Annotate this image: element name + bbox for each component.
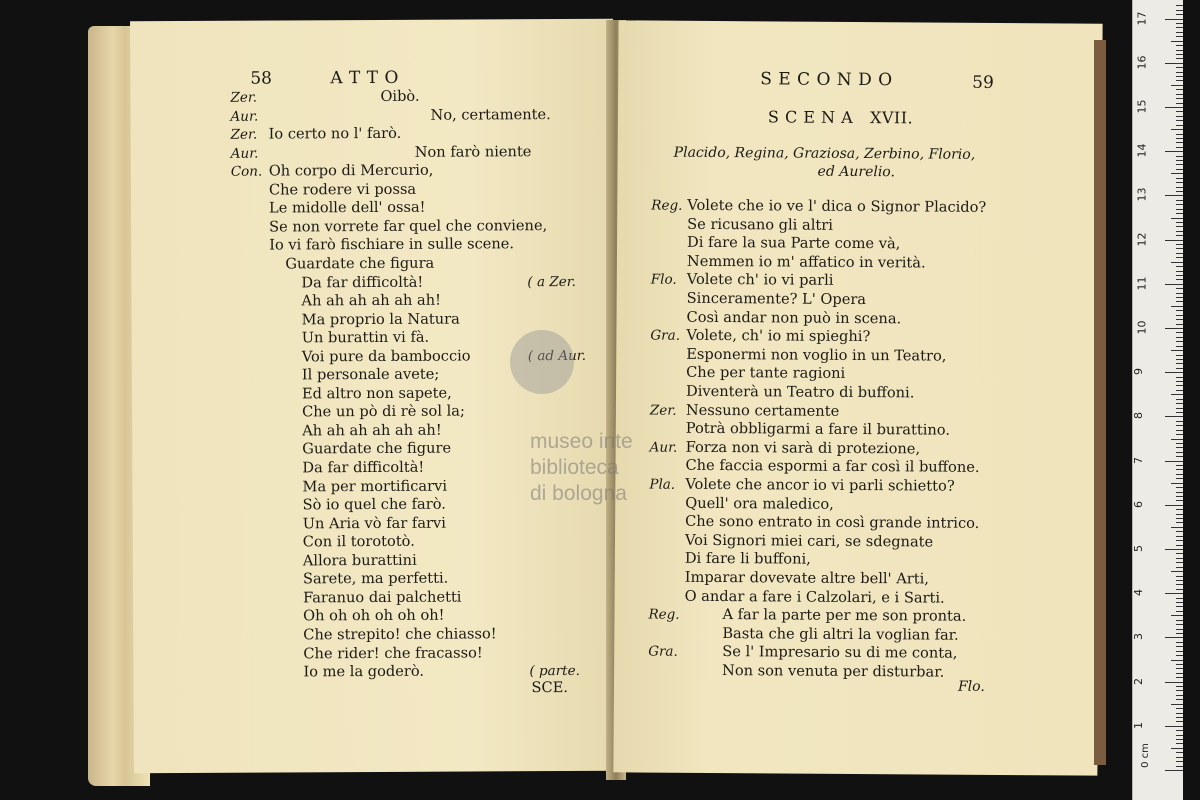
ruler-tick — [1171, 527, 1183, 528]
ruler-tick — [1165, 107, 1183, 108]
verse-line: Che sono entrato in così grande intrico. — [685, 512, 980, 533]
ruler-tick — [1176, 620, 1183, 621]
ruler-tick — [1176, 58, 1183, 59]
ruler-tick — [1176, 156, 1183, 157]
ruler-number: 9 — [1132, 368, 1145, 376]
speaker-label: Aur. — [230, 145, 259, 162]
ruler-tick — [1176, 629, 1183, 630]
ruler-tick — [1176, 98, 1183, 99]
ruler-tick — [1176, 500, 1183, 501]
ruler-tick — [1176, 160, 1183, 161]
verse-line: Potrà obbligarmi a fare il burattino. — [685, 419, 951, 439]
verse-line: Basta che gli altri la voglian far. — [722, 624, 959, 644]
ruler-tick — [1176, 668, 1183, 669]
ruler-tick — [1176, 558, 1183, 559]
ruler-number: 14 — [1135, 143, 1149, 158]
verse-line: Che rider! che fracasso! — [303, 643, 483, 662]
ruler-number: 17 — [1135, 11, 1149, 26]
ruler-tick — [1176, 721, 1183, 722]
verse-line: Diventerà un Teatro di buffoni. — [685, 382, 915, 402]
ruler-tick — [1165, 726, 1183, 727]
ruler-tick — [1176, 443, 1183, 444]
ruler-tick — [1176, 399, 1183, 400]
ruler-number: 16 — [1135, 55, 1149, 70]
verse-line: Di fare la sua Parte come và, — [687, 233, 901, 253]
ruler-number: 10 — [1135, 320, 1149, 335]
ruler-number: 7 — [1132, 456, 1145, 464]
ruler-tick — [1171, 748, 1183, 749]
ruler-tick — [1176, 147, 1183, 148]
ruler-tick — [1165, 593, 1183, 594]
verse-line: Sò io quel che farò. — [302, 495, 446, 514]
ruler-tick — [1176, 138, 1183, 139]
ruler-tick — [1176, 606, 1183, 607]
ruler-tick — [1171, 350, 1183, 351]
running-head: A T T O — [330, 67, 399, 89]
ruler-number: 11 — [1135, 276, 1149, 291]
ruler-number: 3 — [1132, 633, 1145, 641]
ruler-tick — [1176, 301, 1183, 302]
watermark-logo-icon — [510, 330, 574, 394]
catchword: Flo. — [957, 678, 985, 695]
ruler-tick — [1176, 695, 1183, 696]
ruler-tick — [1176, 204, 1183, 205]
ruler-tick — [1176, 244, 1183, 245]
ruler-number: 6 — [1132, 500, 1145, 508]
ruler-tick — [1165, 19, 1183, 20]
ruler-tick — [1176, 540, 1183, 541]
ruler-tick — [1176, 116, 1183, 117]
verse-line: Voi Signori miei cari, se sdegnate — [684, 531, 934, 551]
verse-line: Se non vorrete far quel che conviene, — [269, 216, 548, 236]
verse-line: Se ricusano gli altri — [687, 215, 833, 234]
ruler-tick — [1165, 682, 1183, 683]
ruler-tick — [1176, 182, 1183, 183]
speaker-label: Zer. — [649, 402, 677, 419]
ruler-number: 5 — [1132, 545, 1145, 552]
speaker-label: Reg. — [651, 197, 683, 214]
verse-line: Da far difficoltà! — [301, 273, 424, 291]
verse-line: Nessuno certamente — [685, 401, 840, 420]
ruler-tick — [1176, 735, 1183, 736]
ruler-tick — [1176, 624, 1183, 625]
verse-line: Con il torototò. — [302, 532, 415, 551]
speaker-label: Pla. — [649, 476, 676, 493]
verse-line: Sinceramente? L' Opera — [686, 289, 867, 309]
ruler-tick — [1176, 266, 1183, 267]
verse-line: Così andar non può in scena. — [686, 308, 902, 327]
ruler-tick — [1165, 151, 1183, 152]
verse-line: No, certamente. — [430, 105, 551, 124]
ruler-tick — [1176, 412, 1183, 413]
ruler-tick — [1176, 536, 1183, 537]
stage-direction: ( a Zer. — [527, 273, 576, 290]
verse-line: Quell' ora maledico, — [685, 494, 834, 513]
ruler-tick — [1176, 690, 1183, 691]
speaker-label: Flo. — [650, 271, 677, 289]
verse-line: Oh corpo di Mercurio, — [268, 161, 434, 180]
ruler-tick — [1176, 36, 1183, 37]
ruler-tick — [1165, 63, 1183, 64]
ruler-tick — [1176, 757, 1183, 758]
ruler-tick — [1171, 394, 1183, 395]
ruler-tick — [1176, 509, 1183, 510]
ruler-number: 12 — [1135, 232, 1149, 247]
ruler-tick — [1176, 279, 1183, 280]
ruler-tick — [1165, 372, 1183, 373]
speaker-label: Zer. — [230, 89, 258, 106]
ruler-number: 13 — [1135, 187, 1149, 202]
verse-line: Volete, ch' io mi spieghi? — [686, 326, 871, 346]
ruler-tick — [1176, 673, 1183, 674]
ruler-tick — [1176, 231, 1183, 232]
ruler-tick — [1176, 664, 1183, 665]
ruler-tick — [1176, 94, 1183, 95]
verse-line: Ma proprio la Natura — [301, 310, 460, 328]
ruler-tick — [1176, 677, 1183, 678]
ruler-tick — [1176, 531, 1183, 532]
ruler-tick — [1176, 761, 1183, 762]
ruler-tick — [1176, 271, 1183, 272]
stage-direction: ( ad Aur. — [527, 347, 587, 364]
ruler-tick — [1165, 284, 1183, 285]
ruler-tick — [1176, 496, 1183, 497]
verse-line: Che un pò di rè sol la; — [302, 402, 465, 421]
ruler-number: 1 — [1132, 721, 1145, 729]
ruler-tick — [1176, 222, 1183, 223]
page-number: 59 — [972, 72, 994, 93]
book-cover-edge — [1094, 40, 1106, 765]
ruler-tick — [1176, 699, 1183, 700]
ruler-tick — [1176, 72, 1183, 73]
verse-line: Voi pure da bamboccio — [301, 347, 471, 366]
ruler-tick — [1176, 390, 1183, 391]
ruler-tick — [1176, 598, 1183, 599]
ruler-tick — [1165, 549, 1183, 550]
ruler-tick — [1176, 209, 1183, 210]
ruler-tick — [1176, 447, 1183, 448]
ruler-tick — [1176, 646, 1183, 647]
ruler-tick — [1176, 589, 1183, 590]
ruler-tick — [1165, 637, 1183, 638]
right-page — [613, 20, 1102, 775]
ruler-tick — [1176, 408, 1183, 409]
ruler-tick — [1165, 240, 1183, 241]
ruler-tick — [1176, 293, 1183, 294]
ruler-tick — [1176, 54, 1183, 55]
verse-line: Io me la goderò. — [303, 662, 425, 681]
verse-line: Guardate che figure — [302, 440, 452, 458]
ruler-tick — [1165, 416, 1183, 417]
speaker-label: Con. — [230, 163, 263, 180]
ruler-tick — [1176, 164, 1183, 165]
ruler-tick — [1176, 226, 1183, 227]
ruler-tick — [1176, 434, 1183, 435]
ruler-tick — [1176, 752, 1183, 753]
ruler-tick — [1171, 85, 1183, 86]
ruler-tick — [1171, 704, 1183, 705]
watermark-line-3: di bologna — [530, 482, 627, 505]
verse-line: Faranuo dai palchetti — [303, 588, 462, 607]
verse-line: Da far difficoltà! — [302, 458, 425, 477]
ruler-tick — [1171, 483, 1183, 484]
ruler-tick — [1171, 571, 1183, 572]
catchword: SCE. — [531, 678, 569, 697]
ruler-tick — [1176, 465, 1183, 466]
ruler-tick — [1176, 469, 1183, 470]
verse-line: Volete che io ve l' dica o Signor Placido? — [687, 196, 987, 216]
ruler-tick — [1171, 439, 1183, 440]
left-page — [130, 19, 617, 774]
ruler-tick — [1176, 487, 1183, 488]
ruler-tick — [1176, 611, 1183, 612]
ruler-tick — [1176, 602, 1183, 603]
ruler-tick — [1171, 173, 1183, 174]
verse-line: Che faccia espormi a far così il buffone. — [685, 457, 980, 477]
ruler-tick — [1171, 262, 1183, 263]
ruler-tick — [1176, 235, 1183, 236]
ruler-tick — [1176, 377, 1183, 378]
ruler-tick — [1165, 461, 1183, 462]
verse-line: Esponermi non voglio in un Teatro, — [686, 345, 947, 365]
ruler-tick — [1176, 576, 1183, 577]
verse-line: Che rodere vi possa — [268, 180, 417, 199]
ruler-tick — [1176, 385, 1183, 386]
ruler-tick — [1176, 341, 1183, 342]
verse-line: Io certo no l' farò. — [268, 124, 402, 143]
ruler-tick — [1176, 713, 1183, 714]
verse-line: Io vi farò fischiare in sulle scene. — [269, 235, 515, 254]
ruler-tick — [1176, 567, 1183, 568]
speaker-label: Zer. — [230, 126, 258, 143]
ruler-tick — [1176, 257, 1183, 258]
verse-line: Ed altro non sapete, — [301, 384, 452, 403]
ruler-tick — [1176, 553, 1183, 554]
verse-line: Il personale avete; — [301, 365, 440, 384]
watermark-line-1: museo inte — [530, 430, 633, 453]
verse-line: Non son venuta per disturbar. — [722, 662, 945, 681]
verse-line: Sarete, ma perfetti. — [302, 569, 449, 588]
verse-line: Ma per mortificarvi — [302, 477, 448, 495]
verse-line: Guardate che figura — [285, 254, 435, 273]
speaker-label: Aur. — [230, 108, 259, 125]
ruler-tick — [1176, 642, 1183, 643]
ruler-tick — [1176, 80, 1183, 81]
ruler-tick — [1176, 27, 1183, 28]
ruler-tick — [1176, 633, 1183, 634]
ruler-tick — [1176, 125, 1183, 126]
verse-line: Un burattin vi fà. — [301, 328, 430, 347]
ruler-tick — [1176, 421, 1183, 422]
ruler-tick — [1176, 766, 1183, 767]
verse-line: Che per tante ragioni — [686, 364, 846, 383]
ruler-tick — [1176, 310, 1183, 311]
ruler-tick — [1176, 346, 1183, 347]
ruler-tick — [1176, 359, 1183, 360]
ruler-tick — [1171, 218, 1183, 219]
ruler-tick — [1176, 337, 1183, 338]
ruler-tick — [1176, 456, 1183, 457]
ruler-tick — [1176, 324, 1183, 325]
measurement-ruler — [1132, 0, 1183, 800]
ruler-tick — [1176, 253, 1183, 254]
ruler-number: 15 — [1135, 99, 1149, 114]
ruler-tick — [1165, 328, 1183, 329]
ruler-tick — [1176, 111, 1183, 112]
page-number: 58 — [250, 68, 273, 89]
ruler-tick — [1171, 306, 1183, 307]
ruler-tick — [1176, 580, 1183, 581]
ruler-tick — [1176, 23, 1183, 24]
ruler-tick — [1176, 178, 1183, 179]
ruler-tick — [1176, 730, 1183, 731]
ruler-tick — [1176, 651, 1183, 652]
ruler-tick — [1176, 655, 1183, 656]
ruler-tick — [1176, 355, 1183, 356]
ruler-tick — [1176, 103, 1183, 104]
scene-title: S C E N A XVII. — [767, 107, 914, 128]
ruler-number: 4 — [1132, 589, 1145, 597]
ruler-tick — [1176, 169, 1183, 170]
verse-line: Che strepito! che chiasso! — [303, 625, 497, 644]
ruler-tick — [1176, 134, 1183, 135]
ruler-tick — [1176, 45, 1183, 46]
ruler-tick — [1176, 67, 1183, 68]
ruler-tick — [1176, 452, 1183, 453]
verse-line: Ah ah ah ah ah ah! — [302, 421, 442, 440]
verse-line: Se l' Impresario su di me conta, — [722, 643, 958, 663]
ruler-tick — [1176, 50, 1183, 51]
ruler-tick — [1176, 76, 1183, 77]
ruler-tick — [1176, 478, 1183, 479]
ruler-tick — [1176, 200, 1183, 201]
verse-line: Nemmen io m' affatico in verità. — [686, 252, 926, 272]
ruler-tick — [1176, 191, 1183, 192]
speaker-label: Aur. — [649, 439, 678, 456]
ruler-tick — [1176, 708, 1183, 709]
ruler-tick — [1171, 129, 1183, 130]
ruler-tick — [1176, 10, 1183, 11]
verse-line: Allora burattini — [302, 551, 417, 570]
characters-line-1: Placido, Regina, Graziosa, Zerbino, Florio, — [673, 144, 976, 163]
ruler-tick — [1165, 195, 1183, 196]
ruler-tick — [1176, 275, 1183, 276]
verse-line: Le midolle dell' ossa! — [268, 199, 426, 217]
ruler-tick — [1176, 213, 1183, 214]
verse-line: O andar a fare i Calzolari, e i Sarti. — [684, 587, 945, 607]
ruler-tick — [1171, 615, 1183, 616]
ruler-tick — [1176, 518, 1183, 519]
ruler-tick — [1176, 545, 1183, 546]
ruler-tick — [1176, 142, 1183, 143]
ruler-tick — [1176, 363, 1183, 364]
verse-line: A far la parte per me son pronta. — [722, 606, 967, 625]
verse-line: Forza non vi sarà di protezione, — [685, 438, 921, 458]
ruler-tick — [1176, 743, 1183, 744]
characters-line-2: ed Aurelio. — [817, 163, 896, 181]
ruler-tick — [1176, 522, 1183, 523]
ruler-tick — [1176, 492, 1183, 493]
ruler-tick — [1176, 425, 1183, 426]
speaker-label: Gra. — [648, 643, 678, 661]
ruler-tick — [1176, 474, 1183, 475]
speaker-label: Gra. — [650, 327, 681, 344]
speaker-label: Reg. — [648, 606, 680, 623]
verse-line: Imparar dovevate altre bell' Arti, — [684, 568, 929, 588]
ruler-unit-label: 0 cm — [1139, 743, 1151, 768]
ruler-tick — [1176, 403, 1183, 404]
ruler-tick — [1176, 584, 1183, 585]
ruler-tick — [1176, 120, 1183, 121]
watermark-line-2: biblioteca — [530, 456, 619, 479]
ruler-tick — [1176, 717, 1183, 718]
ruler-tick — [1176, 562, 1183, 563]
ruler-tick — [1176, 368, 1183, 369]
ruler-tick — [1176, 187, 1183, 188]
stage-direction: ( parte. — [529, 662, 580, 680]
ruler-tick — [1176, 315, 1183, 316]
verse-line: Di fare li buffoni, — [684, 550, 811, 569]
ruler-tick — [1176, 32, 1183, 33]
ruler-tick — [1171, 660, 1183, 661]
verse-line: Un Aria vò far farvi — [302, 514, 446, 533]
running-head: S E C O N D O — [760, 69, 893, 91]
ruler-tick — [1176, 686, 1183, 687]
ruler-tick — [1176, 14, 1183, 15]
ruler-tick — [1176, 739, 1183, 740]
ruler-tick — [1176, 288, 1183, 289]
verse-line: Ah ah ah ah ah ah! — [301, 291, 442, 310]
ruler-tick — [1176, 248, 1183, 249]
ruler-tick — [1176, 297, 1183, 298]
ruler-tick — [1176, 319, 1183, 320]
ruler-tick — [1165, 770, 1183, 771]
ruler-tick — [1176, 332, 1183, 333]
ruler-tick — [1176, 430, 1183, 431]
ruler-tick — [1176, 5, 1183, 6]
verse-line: Non farò niente — [414, 142, 532, 161]
ruler-tick — [1176, 381, 1183, 382]
verse-line: Volete ch' io vi parli — [686, 271, 834, 290]
verse-line: Oibò. — [380, 87, 420, 105]
ruler-number: 2 — [1132, 677, 1145, 685]
ruler-tick — [1176, 89, 1183, 90]
ruler-number: 8 — [1132, 412, 1145, 420]
ruler-tick — [1165, 505, 1183, 506]
verse-line: Oh oh oh oh oh oh! — [303, 607, 445, 625]
ruler-tick — [1171, 41, 1183, 42]
ruler-tick — [1176, 514, 1183, 515]
verse-line: Volete che ancor io vi parli schietto? — [685, 475, 955, 495]
